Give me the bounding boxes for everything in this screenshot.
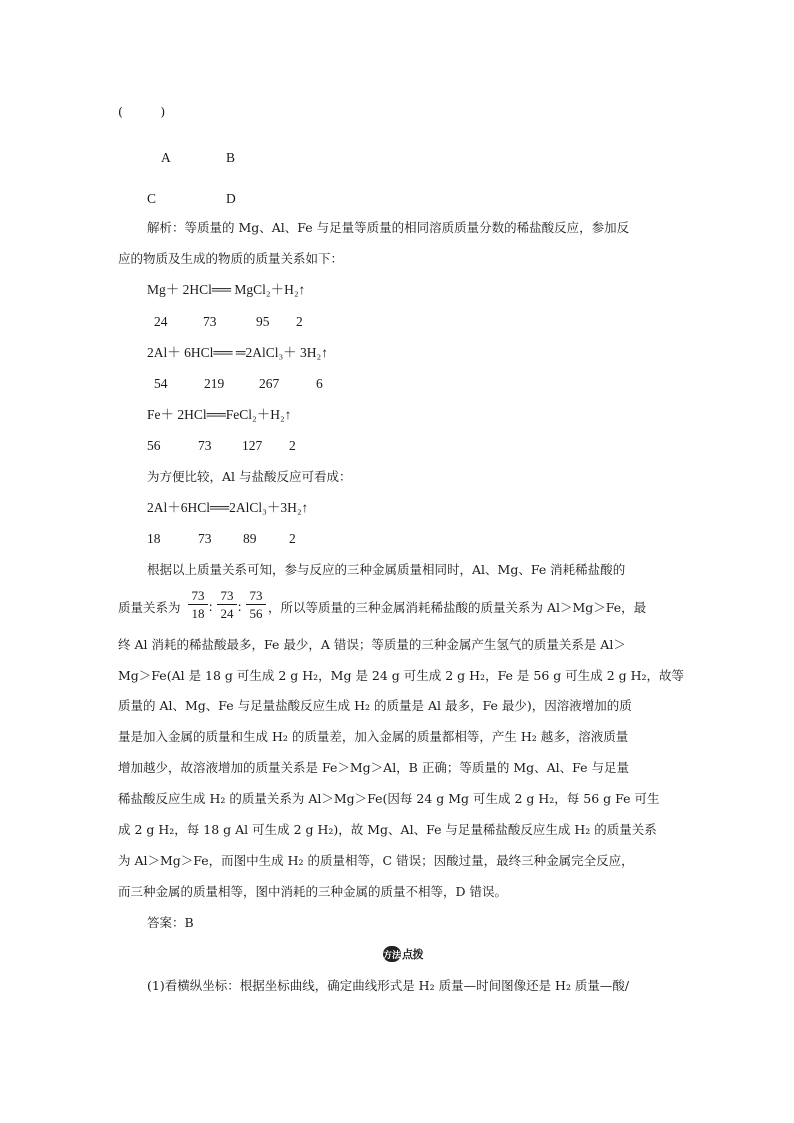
mass-value: 73	[203, 314, 217, 329]
fraction-denominator: 18	[191, 606, 205, 621]
ratio-separator: ∶	[209, 600, 213, 615]
equation-al-simplified: 2Al＋6HCl══2AlCl₃＋3H₂↑	[147, 500, 309, 515]
fraction-numerator: 73	[191, 588, 205, 603]
analysis-intro-1: 解析：等质量的 Mg、Al、Fe 与足量等质量的相同溶质质量分数的稀盐酸反应，参加反	[147, 220, 630, 235]
fraction-al	[188, 589, 208, 620]
fraction-bar	[246, 604, 266, 605]
analysis-body-line: Mg＞Fe(Al 是 18 g 可生成 2 g H₂，Mg 是 24 g 可生成 2 g H₂，Fe 是 56 g 可生成 2 g H₂，故等	[118, 668, 685, 683]
mass-value: 2	[289, 531, 296, 546]
analysis-body-line: 成 2 g H₂，每 18 g Al 可生成 2 g H₂)，故 Mg、Al、Fe 与足量稀盐酸反应生成 H₂ 的质量关系	[118, 822, 657, 837]
mass-value: 267	[259, 376, 280, 391]
analysis-intro-2: 应的物质及生成的物质的质量关系如下：	[118, 251, 344, 266]
option-d: D	[226, 191, 236, 206]
equation-mg-masses	[0, 315, 794, 331]
analysis-body-line: 量是加入金属的质量和生成 H₂ 的质量差，加入金属的质量都相等，产生 H₂ 越多，溶液质量	[118, 729, 629, 744]
option-a: A	[161, 150, 171, 165]
fraction-fe	[246, 589, 266, 620]
analysis-body-line: 增加越少，故溶液增加的质量关系是 Fe＞Mg＞Al，B 正确；等质量的 Mg、Al、Fe 与足量	[118, 760, 630, 775]
fraction-numerator: 73	[220, 588, 234, 603]
method-tip-line: (1)看横纵坐标：根据坐标曲线，确定曲线形式是 H₂ 质量—时间图像还是 H₂ 质量—酸/	[147, 978, 630, 993]
compare-note: 为方便比较，Al 与盐酸反应可看成：	[147, 469, 352, 484]
method-badge-circle: 方法	[383, 946, 401, 962]
analysis-body-line: 而三种金属的质量相等，图中消耗的三种金属的质量不相等，D 错误。	[118, 884, 507, 899]
answer-blank: ( )	[118, 104, 166, 119]
option-c: C	[147, 191, 157, 206]
fraction-bar	[188, 604, 208, 605]
fraction-denominator: 56	[249, 606, 263, 621]
equation-mg: Mg＋ 2HCl══ MgCl₂＋H₂↑	[147, 282, 306, 297]
mass-value: 219	[204, 376, 225, 391]
analysis-body-line: 稀盐酸反应生成 H₂ 的质量关系为 Al＞Mg＞Fe(因每 24 g Mg 可生成 2 g H₂，每 56 g Fe 可生	[118, 791, 660, 806]
equation-al-masses	[0, 377, 794, 393]
ratio-separator: ∶	[238, 600, 242, 615]
mass-value: 2	[289, 438, 296, 453]
mass-value: 18	[147, 531, 161, 546]
mass-value: 73	[198, 438, 212, 453]
equation-al-simplified-masses	[0, 532, 794, 548]
mass-value: 95	[256, 314, 270, 329]
mass-value: 54	[154, 376, 168, 391]
analysis-body-line: 质量的 Al、Mg、Fe 与足量盐酸反应生成 H₂ 的质量是 Al 最多，Fe 最少)，因溶液增加的质	[118, 698, 632, 713]
analysis-body-line: 终 Al 消耗的稀盐酸最多，Fe 最少，A 错误；等质量的三种金属产生氢气的质量关系是 Al＞	[118, 637, 626, 652]
mass-value: 2	[296, 314, 303, 329]
mass-value: 73	[198, 531, 212, 546]
equation-fe: Fe＋ 2HCl══FeCl₂＋H₂↑	[147, 407, 292, 422]
ratio-suffix: ，所以等质量的三种金属消耗稀盐酸的质量关系为 Al＞Mg＞Fe，最	[268, 600, 647, 615]
mass-value: 24	[154, 314, 168, 329]
equation-al: 2Al＋ 6HCl══ ═2AlCl₃＋ 3H₂↑	[147, 345, 328, 360]
analysis-body-line: 根据以上质量关系可知，参与反应的三种金属质量相同时，Al、Mg、Fe 消耗稀盐酸的	[147, 562, 626, 577]
fraction-bar	[217, 604, 237, 605]
fraction-mg	[217, 589, 237, 620]
mass-value: 6	[316, 376, 323, 391]
mass-value: 89	[243, 531, 257, 546]
fraction-numerator: 73	[249, 588, 263, 603]
fraction-denominator: 24	[220, 606, 234, 621]
answer-text: 答案：B	[147, 915, 194, 930]
ratio-prefix: 质量关系为	[118, 600, 181, 615]
analysis-body-line: 为 Al＞Mg＞Fe，而图中生成 H₂ 的质量相等，C 错误；因酸过量，最终三种金属完全反应，	[118, 853, 634, 868]
mass-value: 127	[242, 438, 263, 453]
method-badge-text: 点拨	[402, 948, 423, 961]
option-b: B	[226, 150, 236, 165]
method-tip-badge	[383, 946, 423, 962]
mass-value: 56	[147, 438, 161, 453]
equation-fe-masses	[0, 439, 794, 455]
